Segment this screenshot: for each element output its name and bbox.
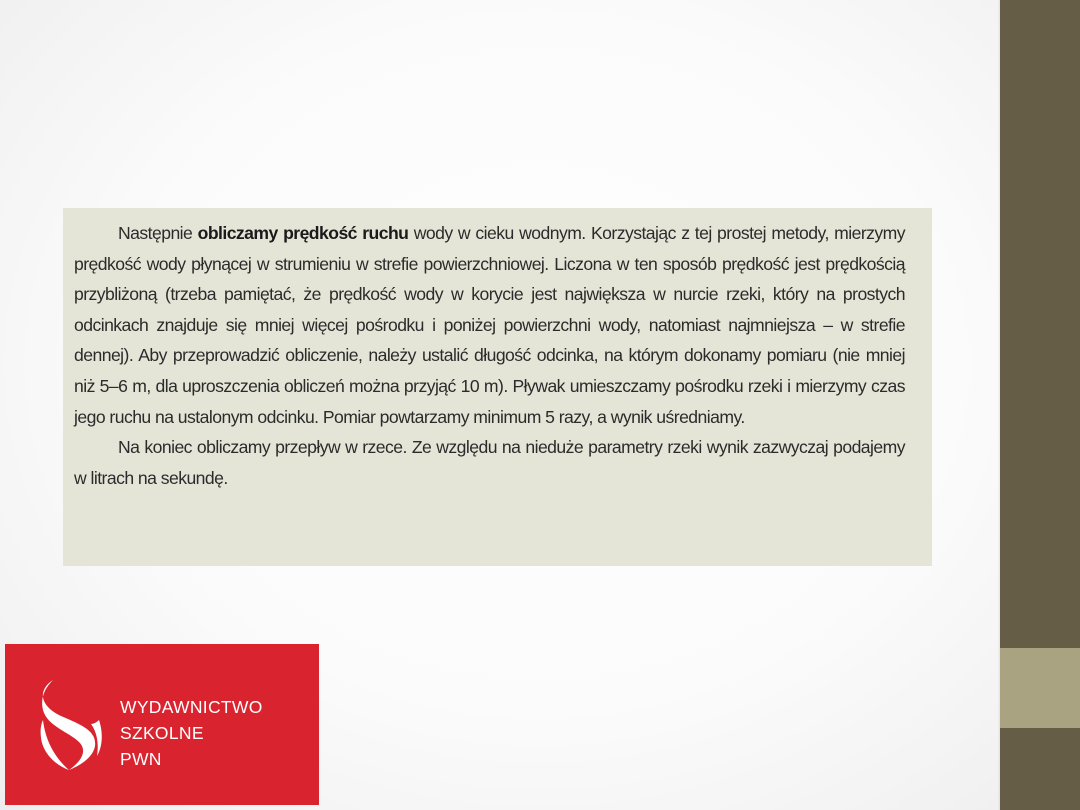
logo-line-1: WYDAWNICTWO	[120, 697, 263, 717]
paragraph-1-lead: Następnie	[118, 223, 198, 243]
decorative-sidebar-accent	[1000, 648, 1080, 728]
logo-wordmark	[120, 694, 263, 772]
logo-line-3: PWN	[120, 749, 162, 769]
paragraph-1-body: wody w cieku wodnym. Korzystając z tej prostej metody, mierzymy prędkość wody płynącej w strumieniu w strefie powierzchniowej. Liczona w ten sposób prędkość jest prędkością przybliżoną (trzeba pamiętać, że prędkość wody w korycie jest największa w nurcie rzeki, który na prostych odcinkach znajduje się mniej więcej pośrodku i poniżej powierzchni wody, natomiast najmniejsza – w strefie dennej). Aby przeprowadzić obliczenie, należy ustalić długość odcinka, na którym dokonamy pomiaru (nie mniej niż 5–6 m, dla uproszczenia obliczeń można przyjąć 10 m). Pływak umieszczamy pośrodku rzeki i mierzymy czas jego ruchu na ustalonym odcinku. Pomiar powtarzamy minimum 5 razy, a wynik uśredniamy.	[74, 223, 905, 427]
paragraph-2: Na koniec obliczamy przepływ w rzece. Ze względu na nieduże parametry rzeki wynik zazwyczaj podajemy w litrach na sekundę.	[74, 437, 905, 488]
pwn-logo-mark-icon	[39, 680, 105, 772]
logo-line-2: SZKOLNE	[120, 723, 204, 743]
publisher-logo	[5, 644, 319, 805]
paragraph-1-bold: obliczamy prędkość ruchu	[197, 223, 409, 243]
paragraph-1	[74, 218, 905, 432]
text-box	[63, 208, 932, 566]
